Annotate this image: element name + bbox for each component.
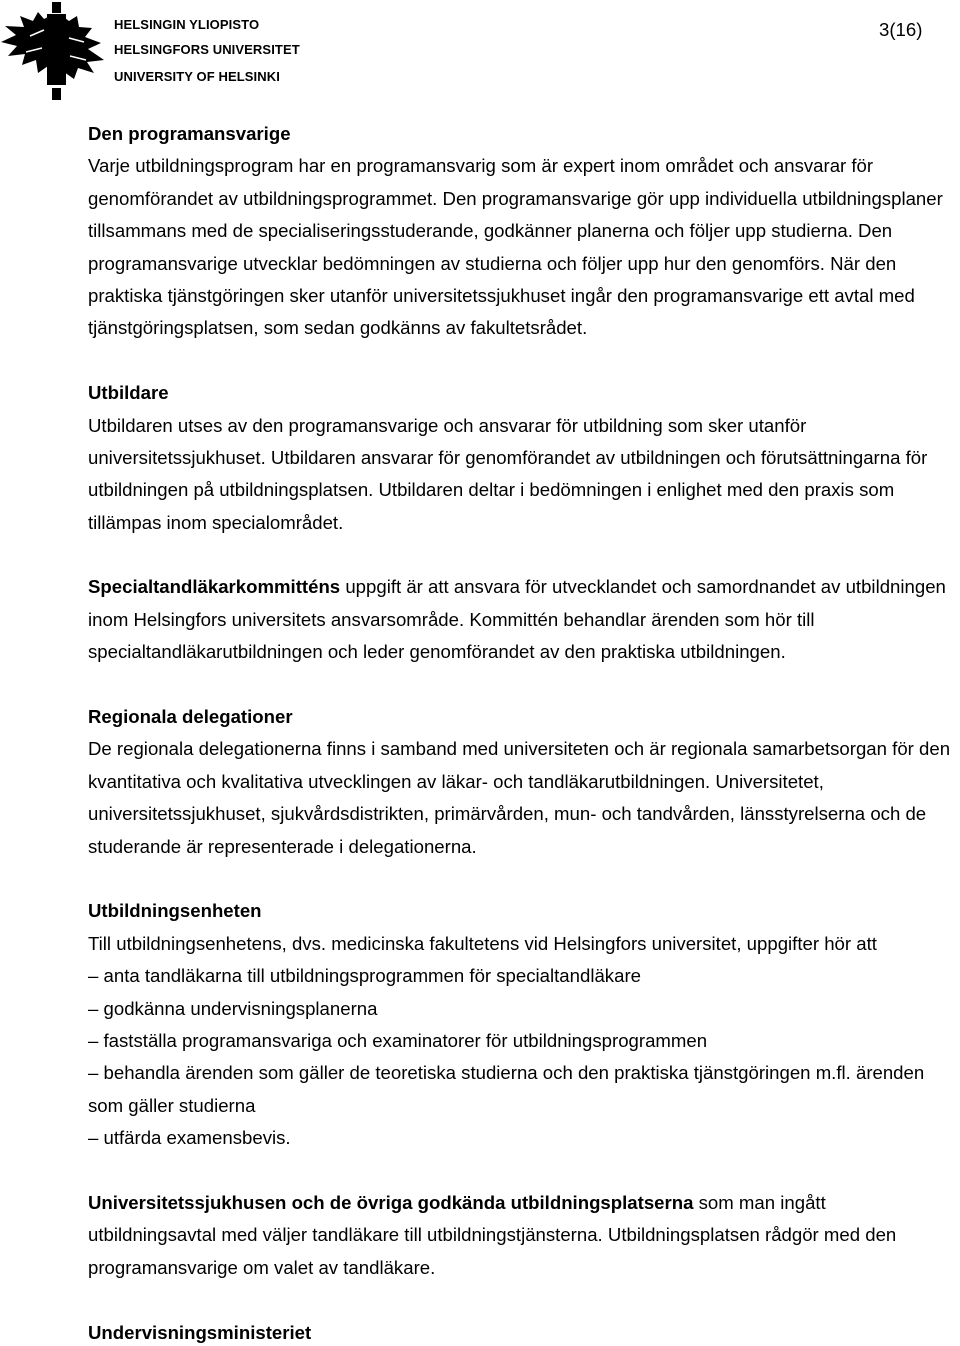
section-heading: Regionala delegationer xyxy=(88,706,293,728)
body-line: Varje utbildningsprogram har en programansvarig som är expert inom området och ansvarar för xyxy=(88,155,874,177)
university-flame-icon xyxy=(0,0,105,100)
body-line: kvantitativa och kvalitativa utvecklingen av läkar- och tandläkarutbildningen. Universitetet, xyxy=(88,770,824,792)
section-utbildningsplatser xyxy=(88,1187,956,1284)
section-regionala-delegationer xyxy=(88,701,956,863)
logo-text-finnish: HELSINGIN YLIOPISTO xyxy=(114,17,260,32)
body-line: studerande är representerade i delegationerna. xyxy=(88,835,477,857)
section-heading: Undervisningsministeriet xyxy=(88,1321,312,1343)
list-item-line: – behandla ärenden som gäller de teoretiska studierna och den praktiska tjänstgöringen m.fl. ärenden xyxy=(88,1062,925,1084)
body-line: Utbildaren utses av den programansvarige och ansvarar för utbildning som sker utanför xyxy=(88,414,807,436)
section-heading: Den programansvarige xyxy=(88,123,291,144)
lead-term: Specialtandläkarkommitténs xyxy=(88,576,341,598)
section-heading: Utbildare xyxy=(88,382,169,404)
list-item-line: – godkänna undervisningsplanerna xyxy=(88,997,378,1019)
body-line: praktiska tjänstgöringen sker utanför universitetssjukhuset ingår den programansvarige ett avtal med xyxy=(88,284,915,306)
task-list xyxy=(88,960,956,1154)
university-logo xyxy=(0,0,300,100)
lead-text: som man ingått xyxy=(698,1191,826,1213)
list-item-line: – utfärda examensbevis. xyxy=(88,1127,291,1149)
body-line: inom Helsingfors universitets ansvarsområde. Kommittén behandlar ärenden som hör till xyxy=(88,608,815,630)
body-line: genomförandet av utbildningsprogrammet. Den programansvarige gör upp individuella utbildningsplaner xyxy=(88,187,943,209)
list-item xyxy=(88,1057,956,1122)
list-item-line: – fastställa programansvariga och examinatorer för utbildningsprogrammen xyxy=(88,1029,708,1051)
section-den-programansvarige xyxy=(88,118,956,345)
lead-term: Universitetssjukhusen och de övriga godkända utbildningsplatserna xyxy=(88,1191,694,1213)
page-number: 3(16) xyxy=(879,19,923,40)
logo-text-english: UNIVERSITY OF HELSINKI xyxy=(114,69,280,84)
section-specialtandlakarkommitten xyxy=(88,571,956,668)
section-undervisningsministeriet xyxy=(88,1316,956,1344)
section-heading: Utbildningsenheten xyxy=(88,900,262,922)
list-item xyxy=(88,960,956,992)
body-line: specialtandläkarutbildningen och leder genomförandet av den praktiska utbildningen. xyxy=(88,641,786,663)
body-line: utbildningsavtal med väljer tandläkare till utbildningstjänsterna. Utbildningsplatsen rådgör med den xyxy=(88,1224,897,1246)
list-item xyxy=(88,1122,956,1154)
list-item xyxy=(88,1025,956,1057)
list-intro: Till utbildningsenhetens, dvs. medicinska fakultetens vid Helsingfors universitet, uppgifter hör att xyxy=(88,932,877,954)
lead-text: uppgift är att ansvara för utvecklandet och samordnandet av utbildningen xyxy=(345,576,946,598)
body-line: De regionala delegationerna finns i samband med universiteten och är regionala samarbetsorgan för den xyxy=(88,738,951,760)
body-line: programansvarige utvecklar bedömningen av studierna och följer upp hur den genomförs. När den xyxy=(88,252,897,274)
document-body xyxy=(88,118,956,1345)
body-line: universitetssjukhuset. Utbildaren ansvarar för genomförandet av utbildningen och förutsättningarna för xyxy=(88,446,928,468)
body-line xyxy=(88,571,956,603)
list-item-line: som gäller studierna xyxy=(88,1094,256,1116)
section-utbildare xyxy=(88,377,956,539)
list-item-line: – anta tandläkarna till utbildningsprogrammen för specialtandläkare xyxy=(88,965,641,987)
body-line: universitetssjukhuset, sjukvårdsdistrikten, primärvården, mun- och tandvården, länsstyrelserna och de xyxy=(88,803,927,825)
list-item xyxy=(88,993,956,1025)
body-line: tillsammans med de specialiseringsstuderande, godkänner planerna och följer upp studierna. Den xyxy=(88,220,893,242)
body-line: utbildningen på utbildningsplatsen. Utbildaren deltar i bedömningen i enlighet med den praxis som xyxy=(88,479,895,501)
logo-text-swedish: HELSINGFORS UNIVERSITET xyxy=(114,42,300,57)
body-line: tillämpas inom specialområdet. xyxy=(88,511,344,533)
body-line xyxy=(88,1187,956,1219)
body-line: tjänstgöringsplatsen, som sedan godkänns av fakultetsrådet. xyxy=(88,317,588,339)
section-utbildningsenheten xyxy=(88,895,956,1154)
body-line: programansvarige om valet av tandläkare. xyxy=(88,1256,436,1278)
